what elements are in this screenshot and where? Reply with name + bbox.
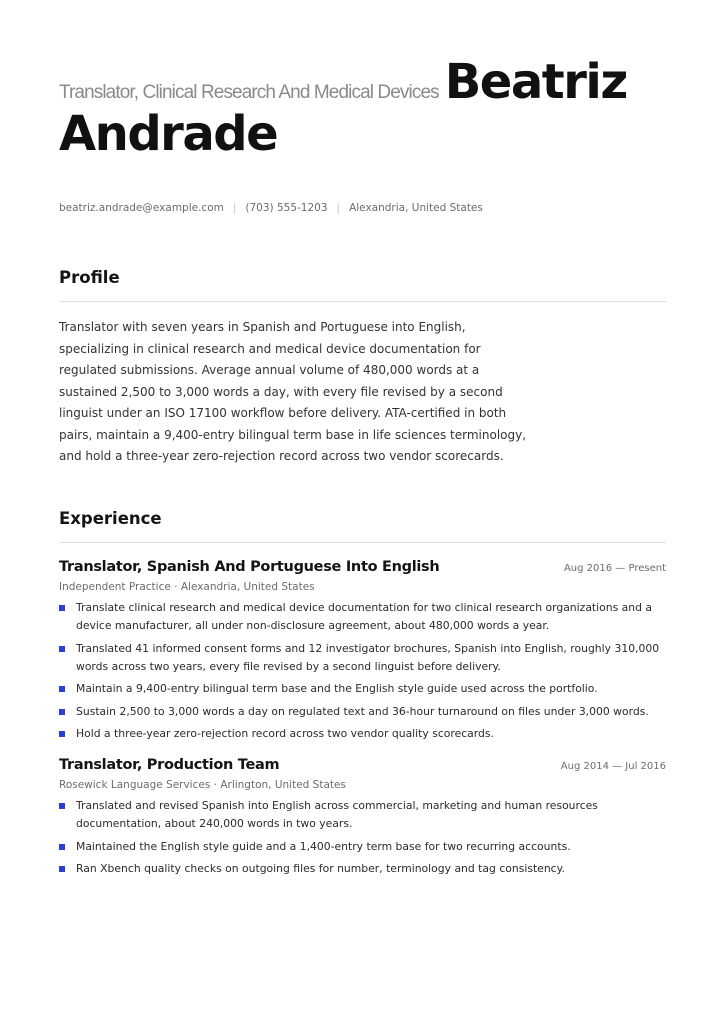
job-header (59, 559, 666, 575)
phone-number[interactable]: (703) 555-1203 (245, 202, 328, 214)
bullet-text: Translated 41 informed consent forms and 12 investigator brochures, Spanish into English, roughly 310,000 words across two years, every file revised by a second linguist before delivery. (76, 641, 660, 673)
bullet-square-icon (59, 686, 65, 692)
bullet-square-icon (59, 646, 65, 652)
contact-separator: | (232, 202, 237, 214)
bullet-square-icon (59, 731, 65, 737)
list-item (59, 599, 666, 635)
section-title-profile: Profile (59, 268, 666, 302)
list-item (59, 640, 666, 676)
resume-page (59, 54, 666, 162)
job-role: Translator, Spanish And Portuguese Into English (59, 559, 440, 575)
list-item (59, 703, 666, 721)
list-item (59, 797, 666, 833)
section-title-experience: Experience (59, 509, 666, 543)
location: Alexandria, United States (349, 202, 483, 214)
last-name: Andrade (59, 106, 278, 162)
list-item (59, 725, 666, 743)
list-item (59, 680, 666, 698)
first-name: Beatriz (444, 54, 627, 110)
bullet-square-icon (59, 605, 65, 611)
job-role: Translator, Production Team (59, 757, 280, 773)
resume-header (59, 54, 666, 110)
job-dates: Aug 2014 — Jul 2016 (560, 761, 666, 772)
job-header (59, 757, 666, 773)
list-item (59, 860, 666, 878)
bullet-text: Translated and revised Spanish into English across commercial, marketing and human resources documentation, about 240,000 words in two years. (76, 799, 598, 830)
job-title: Translator, Clinical Research And Medical Devices (59, 82, 439, 103)
job-dates: Aug 2016 — Present (563, 563, 666, 574)
contact-line (59, 202, 483, 214)
job-employer: Rosewick Language Services · Arlington, United States (59, 779, 346, 791)
experience-section (59, 509, 666, 883)
profile-section (59, 268, 666, 468)
job-entry (59, 559, 666, 743)
bullet-square-icon (59, 844, 65, 850)
profile-summary: Translator with seven years in Spanish and Portuguese into English, specializing in clinical research and medical device documentation for regulated submissions. Average annual volume of 480,000 words at a sustained 2,500 to 3,000 words a day, with every file revised by a second linguist under an ISO 17100 workflow before delivery. ATA-certified in both pairs, maintain a 9,400-entry bilingual term base in life sciences terminology, and hold a three-year zero-rejection record across two vendor scorecards. (59, 320, 527, 463)
bullet-text: Sustain 2,500 to 3,000 words a day on regulated text and 36-hour turnaround on files under 3,000 words. (76, 704, 649, 718)
job-bullets (59, 797, 666, 878)
job-entry (59, 757, 666, 878)
job-bullets (59, 599, 666, 743)
bullet-text: Hold a three-year zero-rejection record across two vendor quality scorecards. (76, 727, 494, 740)
bullet-text: Translate clinical research and medical device documentation for two clinical research organizations and a device manufacturer, all under non-disclosure agreement, about 480,000 words a year. (76, 601, 653, 632)
bullet-text: Ran Xbench quality checks on outgoing files for number, terminology and tag consistency. (76, 862, 565, 875)
bullet-text: Maintained the English style guide and a 1,400-entry term base for two recurring accounts. (76, 839, 571, 853)
bullet-square-icon (59, 866, 65, 872)
contact-separator: | (336, 202, 341, 214)
email-link[interactable]: beatriz.andrade@example.com (59, 202, 224, 214)
bullet-square-icon (59, 803, 65, 809)
job-employer: Independent Practice · Alexandria, United States (59, 581, 315, 593)
bullet-text: Maintain a 9,400-entry bilingual term base and the English style guide used across the portfolio. (76, 682, 598, 695)
list-item (59, 838, 666, 856)
bullet-square-icon (59, 709, 65, 715)
